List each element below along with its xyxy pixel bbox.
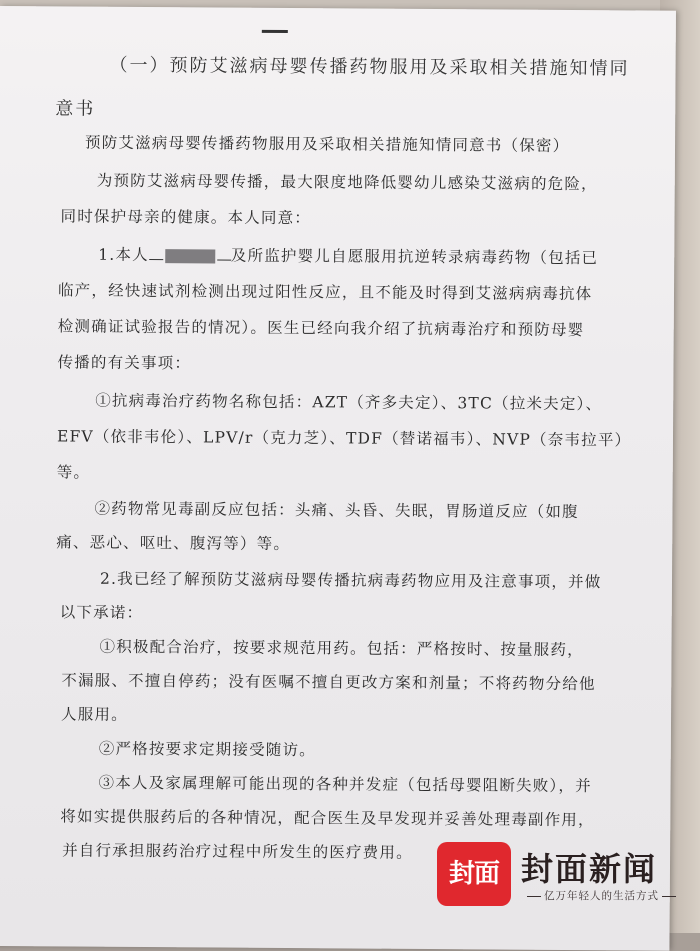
paragraph-2-line-1: 2.我已经了解预防艾滋病母婴传播抗病毒药物应用及注意事项，并做 xyxy=(99,569,602,592)
intro-line-2: 同时保护母亲的健康。本人同意： xyxy=(60,207,312,228)
paragraph-1-line-4: 传播的有关事项： xyxy=(57,353,192,373)
cover-news-slogan: 亿万年轻人的生活方式 xyxy=(527,888,676,903)
blank-underline xyxy=(149,259,163,260)
redacted-name xyxy=(165,249,215,263)
commitment-1-line-2: 不漏服、不擅自停药；没有医嘱不擅自更改方案和剂量；不将药物分给他 xyxy=(61,671,596,694)
paragraph-1-prefix: 1.本人 xyxy=(98,245,149,265)
consent-document xyxy=(0,6,676,951)
document-subtitle: 预防艾滋病母婴传播药物服用及采取相关措施知情同意书（保密） xyxy=(84,133,570,155)
blank-underline xyxy=(217,260,231,261)
commitment-1-line-1: ①积极配合治疗，按要求规范用药。包括：严格按时、按量服药， xyxy=(99,637,584,660)
side-effects-line-1: ②药物常见毒副反应包括：头痛、头昏、失眠，胃肠道反应（如腹 xyxy=(94,499,579,522)
paragraph-2-line-2: 以下承诺： xyxy=(59,603,144,623)
paragraph-1-line-2: 临产，经快速试剂检测出现过阳性反应，且不能及时得到艾滋病病毒抗体 xyxy=(57,281,593,304)
cover-news-title: 封面新闻 xyxy=(521,850,658,888)
document-heading-line2: 意书 xyxy=(55,98,96,120)
document-heading-line1: （一）预防艾滋病母婴传播药物服用及采取相关措施知情同 xyxy=(109,54,630,80)
top-mark xyxy=(262,30,288,33)
commitment-1-line-3: 人服用。 xyxy=(60,705,128,724)
cover-news-logo-badge: 封面 xyxy=(437,842,511,906)
paragraph-1-line-1 xyxy=(98,243,598,268)
cover-news-watermark xyxy=(437,842,677,910)
intro-line-1: 为预防艾滋病母婴传播，最大限度地降低婴幼儿感染艾滋病的危险， xyxy=(96,171,598,194)
side-effects-line-2: 痛、恶心、呕吐、腹泻等）等。 xyxy=(56,533,291,554)
drug-list-line-2: EFV（依非韦伦）、LPV/r（克力芝）、TDF（替诺福韦）、NVP（奈韦拉平） xyxy=(56,427,632,450)
drug-list-line-1: ①抗病毒治疗药物名称包括：AZT（齐多夫定）、3TC（拉米夫定）、 xyxy=(95,391,603,414)
commitment-3-line-1: ③本人及家属理解可能出现的各种并发症（包括母婴阻断失败），并 xyxy=(98,773,592,796)
paragraph-1-line-3: 检测确证试验报告的情况）。医生已经向我介绍了抗病毒治疗和预防母婴 xyxy=(57,317,585,340)
paragraph-1-suffix: 及所监护婴儿自愿服用抗逆转录病毒药物（包括已 xyxy=(230,246,599,268)
commitment-3-line-3: 并自行承担服药治疗过程中所发生的医疗费用。 xyxy=(62,841,413,862)
drug-list-line-3: 等。 xyxy=(56,463,91,482)
commitment-2-line-1: ②严格按要求定期接受随访。 xyxy=(98,739,316,760)
commitment-3-line-2: 将如实提供服药后的各种情况，配合医生及早发现并妥善处理毒副作用， xyxy=(60,807,595,830)
